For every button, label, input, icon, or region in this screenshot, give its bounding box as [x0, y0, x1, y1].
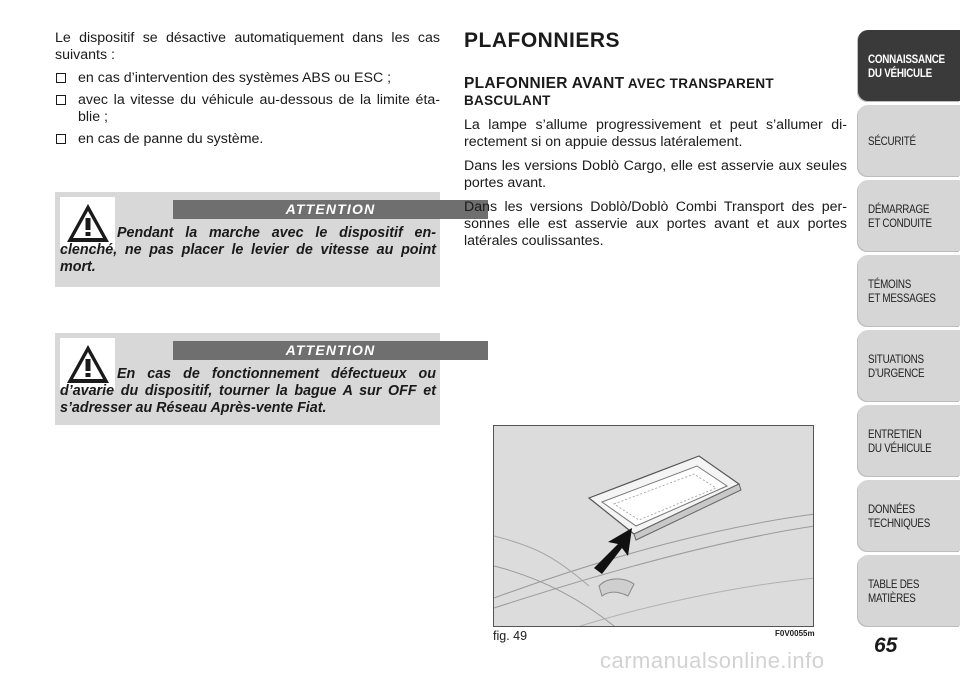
list-item: avec la vitesse du véhicule au-dessous de la limite éta-blie ;: [55, 92, 440, 126]
tab-connaissance-du-vehicule[interactable]: CONNAISSANCE DU VÉHICULE: [858, 30, 960, 101]
tab-demarrage-et-conduite[interactable]: DÉMARRAGE ET CONDUITE: [858, 180, 960, 251]
body-paragraph: Dans les versions Doblò/Doblò Combi Transport des per-sonnes elle est asservie aux portes avant et aux portes latérales coulissantes.: [464, 199, 847, 249]
list-item: en cas d’intervention des systèmes ABS ou ESC ;: [55, 70, 440, 87]
warning-title: ATTENTION: [173, 200, 488, 219]
warning-box-1: [55, 192, 440, 287]
condition-list: [55, 70, 440, 148]
intro-paragraph: Le dispositif se désactive automatiquement dans les cas suivants :: [55, 30, 440, 63]
watermark: carmanualsonline.info: [600, 648, 825, 673]
checkbox-bullet-icon: [56, 134, 66, 144]
checkbox-bullet-icon: [56, 95, 66, 105]
tab-temoins-et-messages[interactable]: TÉMOINS ET MESSAGES: [858, 255, 960, 326]
tab-securite[interactable]: SÉCURITÉ: [858, 105, 960, 176]
figure-ceiling-lamp: [493, 425, 814, 627]
section-heading: PLAFONNIERS: [464, 29, 621, 52]
list-item: en cas de panne du système.: [55, 131, 440, 148]
figure-code: F0V0055m: [775, 629, 815, 638]
left-column: [55, 30, 440, 153]
tab-entretien-du-vehicule[interactable]: ENTRETIEN DU VÉHICULE: [858, 405, 960, 476]
page-number: 65: [874, 634, 898, 657]
warning-text: Pendant la marche avec le dispositif en-clenché, ne pas placer le levier de vitesse au point mort.: [60, 225, 436, 275]
subsection-heading: PLAFONNIER AVANT AVEC TRANSPARENT BASCULANT: [464, 75, 774, 108]
tab-table-des-matieres[interactable]: TABLE DES MATIÈRES: [858, 555, 960, 626]
tab-situations-d-urgence[interactable]: SITUATIONS D’URGENCE: [858, 330, 960, 401]
checkbox-bullet-icon: [56, 73, 66, 83]
warning-box-2: [55, 333, 440, 425]
tab-donnees-techniques[interactable]: DONNÉES TECHNIQUES: [858, 480, 960, 551]
section-body: [464, 117, 847, 250]
figure-label: fig. 49: [493, 629, 528, 643]
warning-text: En cas de fonctionnement défectueux ou d’avarie du dispositif, tourner la bague A sur OFF et s’adresser au Réseau Après-vente Fiat.: [60, 366, 436, 416]
right-column: [464, 30, 847, 250]
body-paragraph: La lampe s’allume progressivement et peut s’allumer di-rectement si on appuie dessus latéralement.: [464, 117, 847, 150]
warning-title: ATTENTION: [173, 341, 488, 360]
body-paragraph: Dans les versions Doblò Cargo, elle est asservie aux seules portes avant.: [464, 158, 847, 191]
